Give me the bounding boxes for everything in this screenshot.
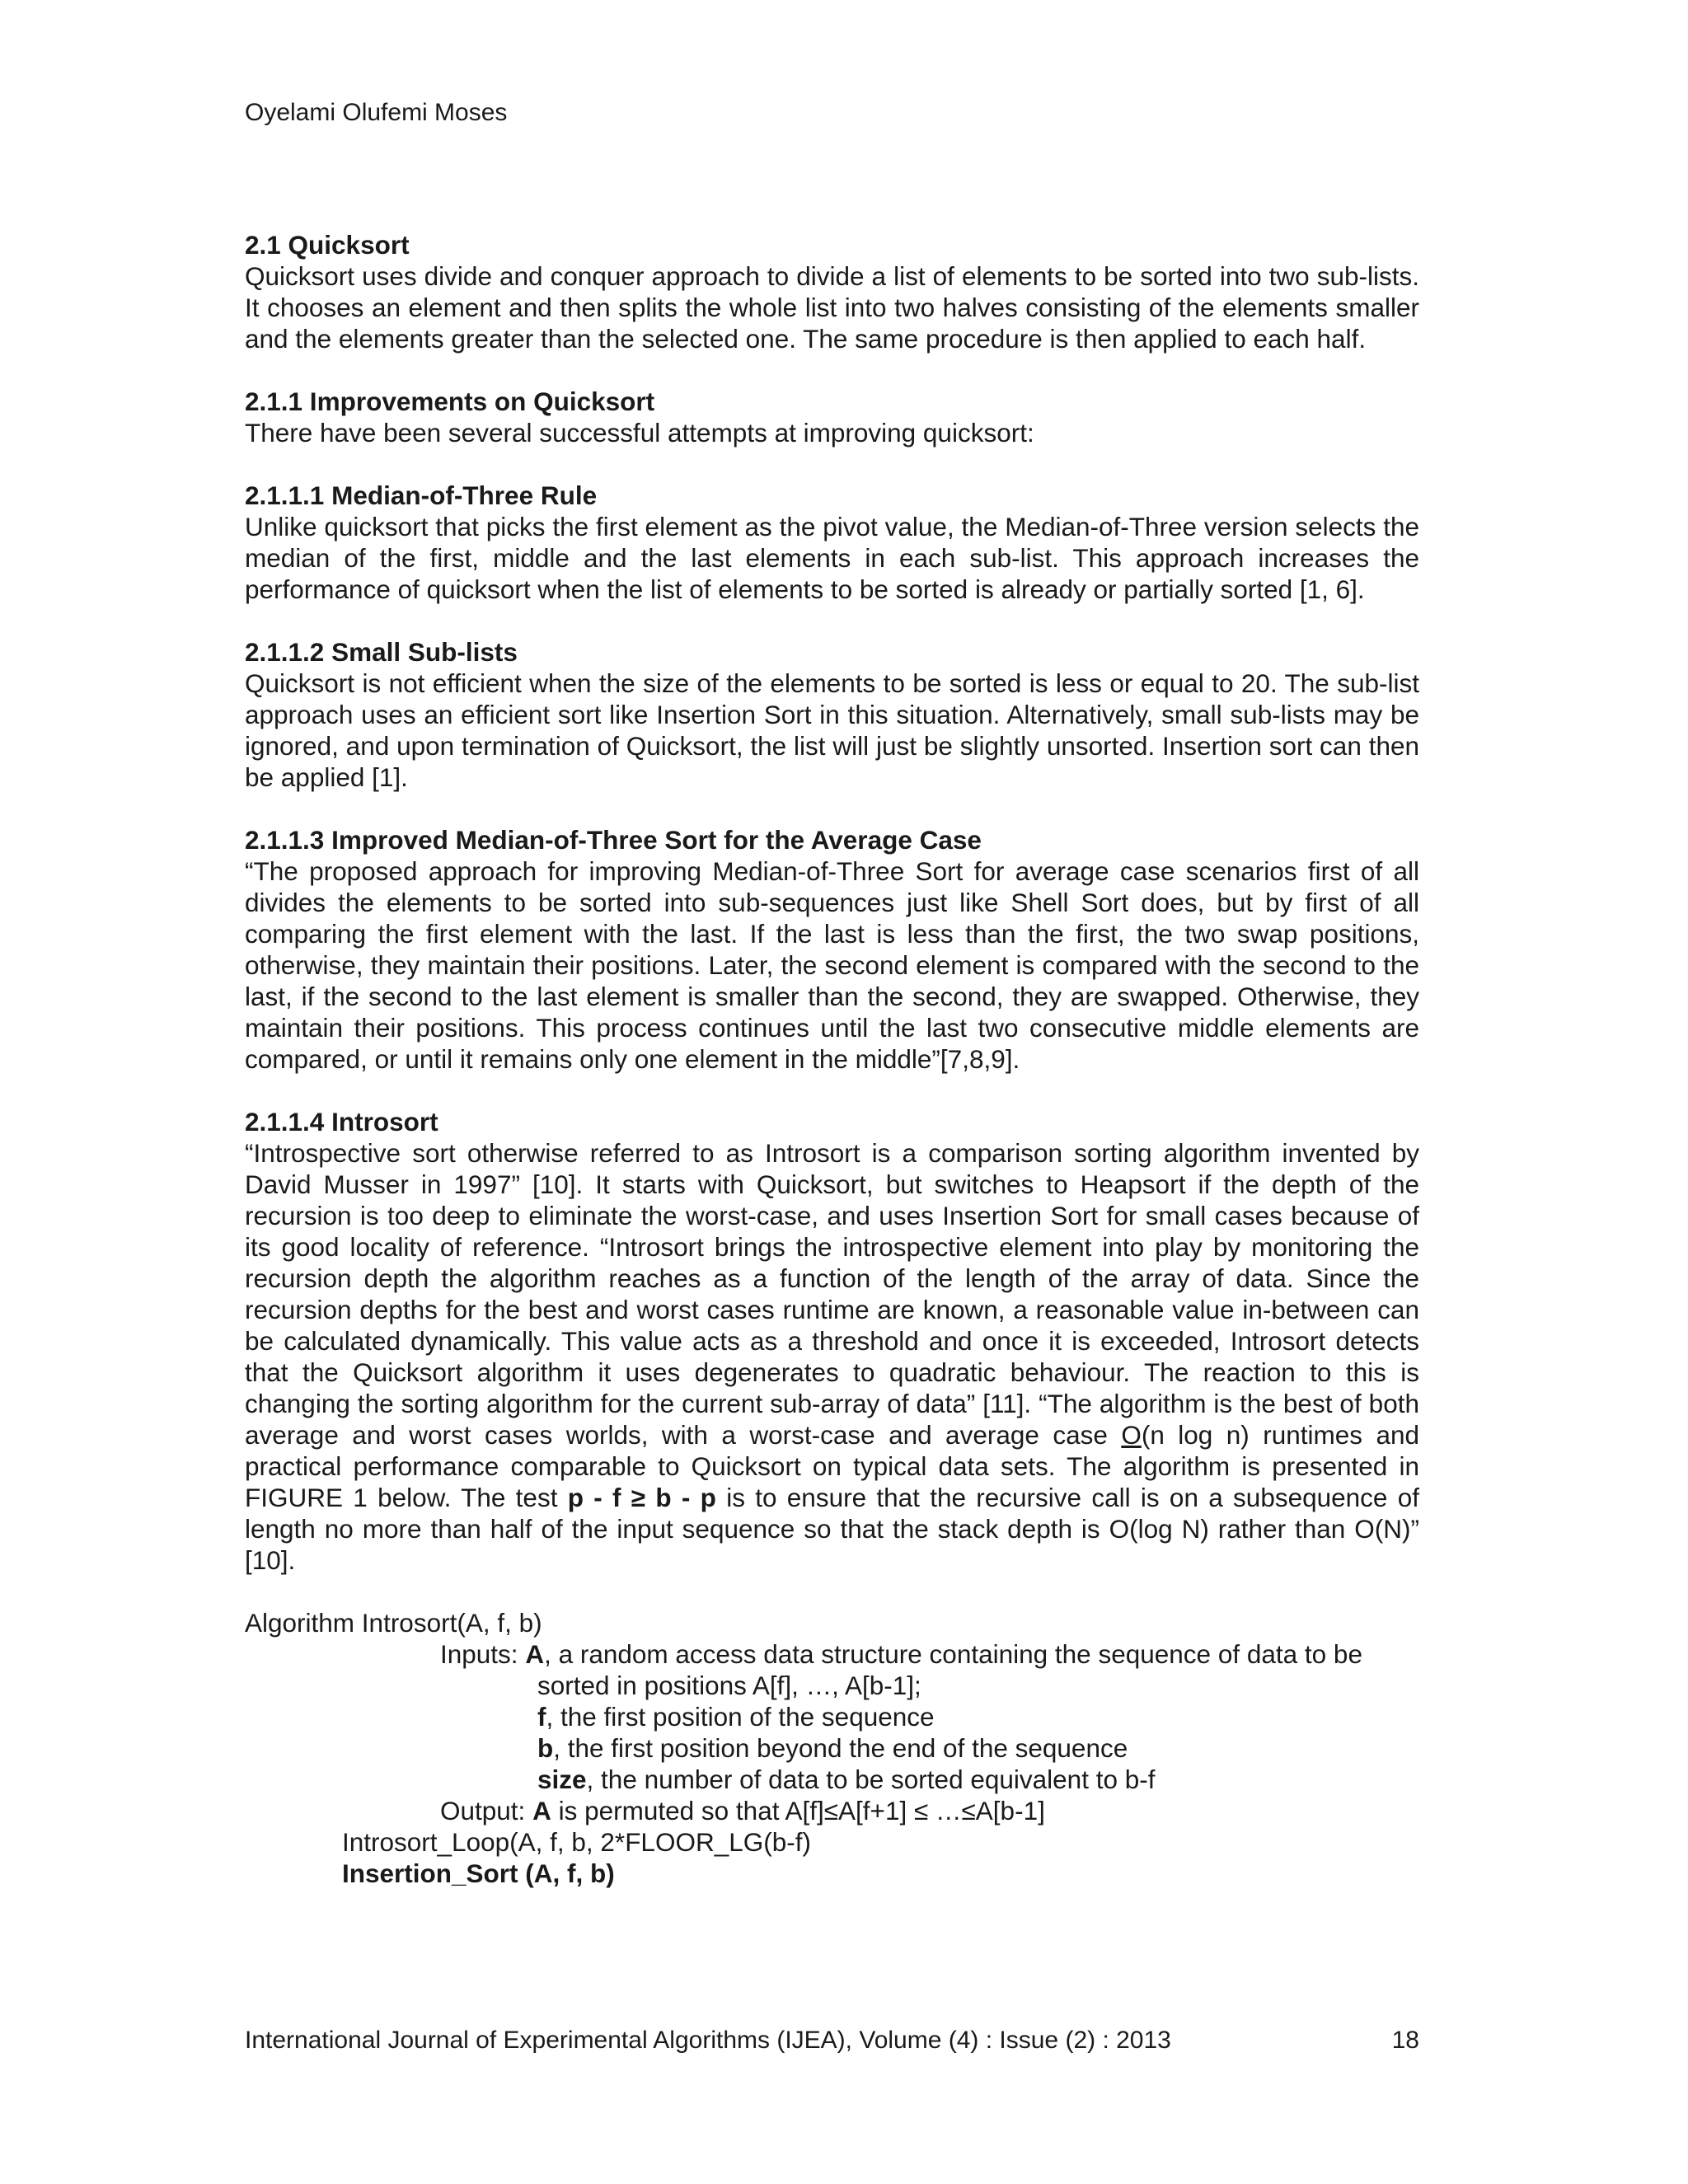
algorithm-call-insertion (245, 1858, 1419, 1889)
algorithm-input-f (245, 1701, 1419, 1732)
algorithm-input-a-cont: sorted in positions A[f], …, A[b-1]; (537, 1671, 921, 1700)
algorithm-call-loop: Introsort_Loop(A, f, b, 2*FLOOR_LG(b-f) (342, 1827, 811, 1857)
algorithm-listing (245, 1607, 1419, 1889)
section-paragraph: There have been several successful attempts at improving quicksort: (245, 418, 1034, 448)
section-heading: 2.1.1.3 Improved Median-of-Three Sort for the Average Case (245, 825, 982, 855)
main-body (245, 229, 1419, 1889)
param-desc: , a random access data structure containing the sequence of data to be (544, 1639, 1362, 1669)
param-name: f (537, 1702, 546, 1732)
section-paragraph: Quicksort uses divide and conquer approach to divide a list of elements to be sorted into two sub-lists. It chooses an element and then splits the whole list into two halves consisting of the elements smaller and the elements greater than the selected one. The same procedure is then applied to each half. (245, 261, 1419, 354)
algorithm-title: Algorithm Introsort(A, f, b) (245, 1608, 542, 1638)
big-o-notation: O (1121, 1420, 1142, 1450)
journal-citation: International Journal of Experimental Algorithms (IJEA), Volume (4) : Issue (2) : 2013 (245, 2027, 1171, 2054)
section-paragraph (245, 1137, 1419, 1576)
output-label: Output: (440, 1796, 533, 1825)
section-heading: 2.1.1 Improvements on Quicksort (245, 387, 655, 416)
section-heading: 2.1.1.4 Introsort (245, 1107, 438, 1137)
algorithm-input-size (245, 1764, 1419, 1795)
param-desc: , the number of data to be sorted equivalent to b-f (586, 1765, 1156, 1794)
section-2-1-1-1 (245, 480, 1419, 605)
running-header-author: Oyelami Olufemi Moses (245, 99, 508, 126)
insertion-sort-call: Insertion_Sort (A, f, b) (342, 1858, 615, 1888)
page-number: 18 (1391, 2027, 1419, 2054)
section-2-1-1 (245, 386, 1419, 448)
param-name: size (537, 1765, 587, 1794)
section-paragraph: Unlike quicksort that picks the first element as the pivot value, the Median-of-Three version selects the median of the first, middle and the last elements in each sub-list. This approach increases the performance of quicksort when the list of elements to be sorted is already or partially sorted [1, 6]. (245, 512, 1419, 604)
algorithm-output (245, 1795, 1419, 1826)
page-footer (245, 2026, 1419, 2055)
test-expression: p - f ≥ b - p (567, 1483, 716, 1512)
paragraph-text: (n log n) runtimes and practical performance comparable to Quicksort on typical data sets. The algorithm is presented in FIGURE 1 below. The test (245, 1420, 1420, 1512)
section-paragraph: “The proposed approach for improving Median-of-Three Sort for average case scenarios first of all divides the elements to be sorted into sub-sequences just like Shell Sort does, but by first of all comparing the first element with the last. If the last is less than the first, the two swap positions, otherwise, they maintain their positions. Later, the second element is compared with the second to the last, if the second to the last element is smaller than the second, they are swapped. Otherwise, they maintain their positions. This process continues until the last two consecutive middle elements are compared, or until it remains only one element in the middle”[7,8,9]. (245, 856, 1419, 1074)
param-desc: is permuted so that A[f]≤A[f+1] ≤ …≤A[b-1] (551, 1796, 1045, 1825)
section-2-1-1-4 (245, 1106, 1419, 1576)
inputs-label: Inputs: (440, 1639, 526, 1669)
paragraph-text: “Introspective sort otherwise referred to as Introsort is a comparison sorting algorithm invented by David Musser in 1997” [10]. It starts with Quicksort, but switches to Heapsort if the depth of the recursion is too deep to eliminate the worst-case, and uses Insertion Sort for small cases because of its good locality of reference. “Introsort brings the introspective element into play by monitoring the recursion depth the algorithm reaches as a function of the length of the array of data. Since the recursion depths for the best and worst cases runtime are known, a reasonable value in-between can be calculated dynamically. This value acts as a threshold and once it is exceeded, Introsort detects that the Quicksort algorithm it uses degenerates to quadratic behaviour. The reaction to this is changing the sorting algorithm for the current sub-array of data” [11]. “The algorithm is the best of both average and worst cases worlds, with a worst-case and average case (245, 1138, 1419, 1450)
section-2-1-1-3 (245, 824, 1419, 1075)
section-2-1 (245, 229, 1419, 354)
algorithm-input-a (245, 1638, 1419, 1670)
section-paragraph: Quicksort is not efficient when the size of the elements to be sorted is less or equal to 20. The sub-list approach uses an efficient sort like Insertion Sort in this situation. Alternatively, small sub-lists may be ignored, and upon termination of Quicksort, the list will just be slightly unsorted. Insertion sort can then be applied [1]. (245, 668, 1419, 792)
param-desc: , the first position of the sequence (546, 1702, 935, 1732)
paragraph-text: is to ensure that the recursive call is on a subsequence of length no more than half of the input sequence so that the stack depth is O(log N) rather than O(N)” [10]. (245, 1483, 1419, 1575)
param-name: A (532, 1796, 551, 1825)
section-heading: 2.1.1.2 Small Sub-lists (245, 637, 518, 667)
section-heading: 2.1 Quicksort (245, 230, 410, 260)
param-name: A (525, 1639, 545, 1669)
section-2-1-1-2 (245, 636, 1419, 793)
param-desc: , the first position beyond the end of the sequence (553, 1733, 1128, 1763)
algorithm-input-b (245, 1732, 1419, 1764)
param-name: b (537, 1733, 554, 1763)
section-heading: 2.1.1.1 Median-of-Three Rule (245, 480, 598, 510)
